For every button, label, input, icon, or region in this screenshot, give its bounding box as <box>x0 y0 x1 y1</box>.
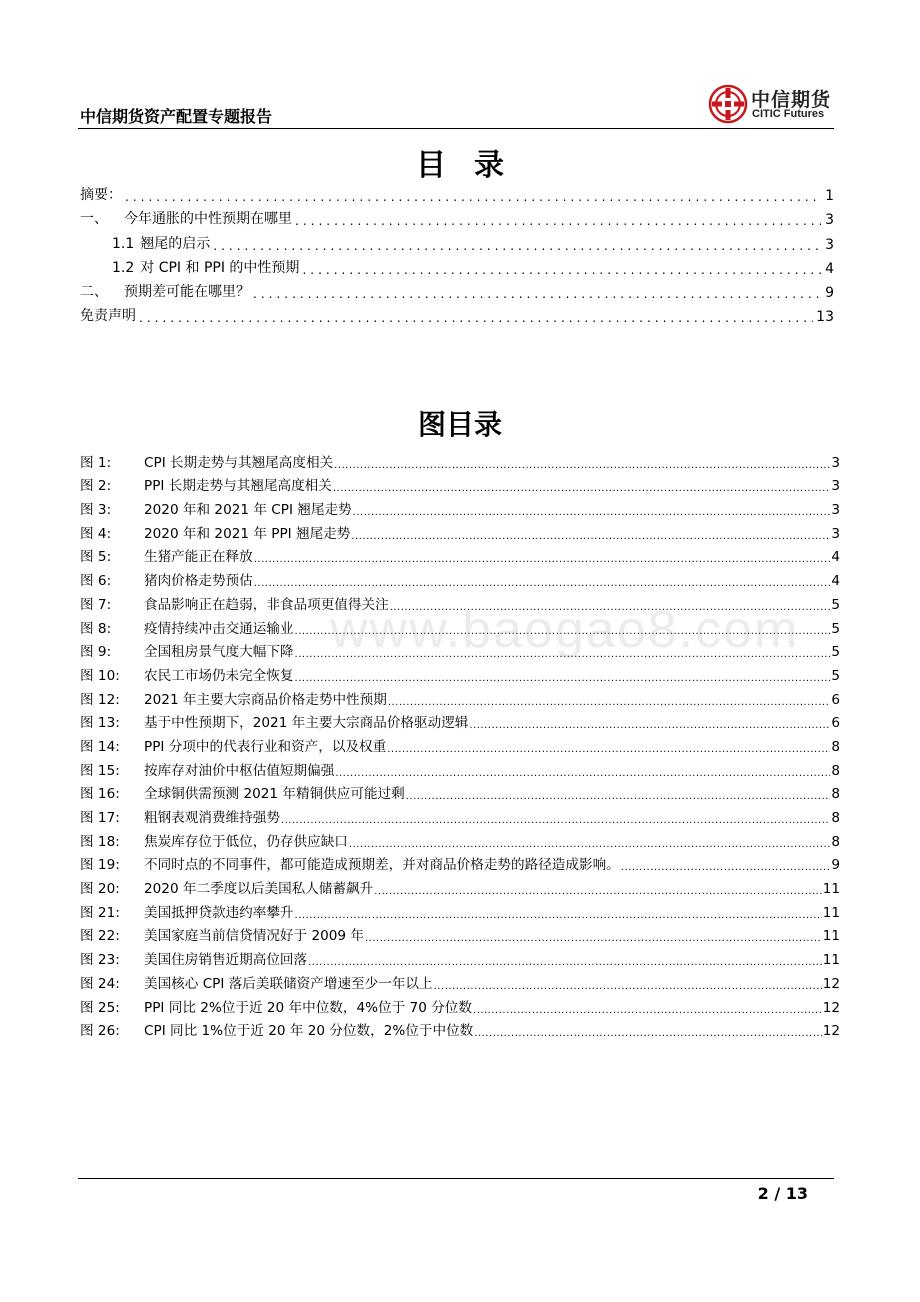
dot-leader <box>281 815 830 826</box>
figure-number: 图 7: <box>80 596 112 613</box>
figure-title: 焦炭库存位于低位，仍存供应缺口 <box>144 833 348 850</box>
toc-heading: 目录 <box>416 148 532 183</box>
dot-leader <box>139 311 813 325</box>
toc-entry-page: 1 <box>825 188 834 205</box>
figure-title: 2020 年二季度以后美国私人储蓄飙升 <box>144 881 374 898</box>
dot-leader <box>125 190 821 204</box>
figure-list <box>80 447 840 1039</box>
figure-entry[interactable] <box>80 1016 840 1040</box>
logo-chinese-text: 中信期货 <box>751 89 832 111</box>
toc-entry-number: 1.1 <box>112 235 135 252</box>
figure-number: 图 2: <box>80 478 112 495</box>
figure-title: 猪肉价格走势预估 <box>144 573 253 590</box>
figure-list-heading: 图目录 <box>417 408 502 441</box>
dot-leader <box>349 839 830 850</box>
figure-number: 图 4: <box>80 525 112 542</box>
dot-leader <box>295 673 831 684</box>
figure-number: 图 24: <box>80 975 120 992</box>
figure-number: 图 13: <box>80 715 120 732</box>
toc-entry[interactable] <box>80 253 834 277</box>
figure-title: 美国家庭当前信贷情况好于 2009 年 <box>144 928 364 945</box>
dot-leader <box>434 981 822 992</box>
figure-number: 图 16: <box>80 786 120 803</box>
figure-entry[interactable] <box>80 708 840 732</box>
toc-entry-label: 对 CPI 和 PPI 的中性预期 <box>140 259 300 276</box>
dot-leader <box>308 957 822 968</box>
toc-entry[interactable] <box>80 228 834 252</box>
figure-entry[interactable] <box>80 873 840 897</box>
figure-entry[interactable] <box>80 968 840 992</box>
dot-leader <box>254 554 831 565</box>
toc-entry-number: 一、 <box>80 211 108 228</box>
figure-title: 生猪产能正在释放 <box>144 549 253 566</box>
figure-number: 图 1: <box>80 454 112 471</box>
figure-number: 图 5: <box>80 549 112 566</box>
figure-page: 5 <box>831 620 840 637</box>
figure-title: PPI 分项中的代表行业和资产，以及权重 <box>144 738 387 755</box>
toc-entry[interactable] <box>80 277 834 301</box>
dot-leader <box>621 862 831 873</box>
toc-entry-label: 预期差可能在哪里？ <box>124 283 250 300</box>
figure-title: 美国抵押贷款违约率攀升 <box>144 904 294 921</box>
figure-title: 不同时点的不同事件，都可能造成预期差，并对商品价格走势的路径造成影响。 <box>144 857 620 874</box>
figure-page: 8 <box>831 786 840 803</box>
figure-title: 农民工市场仍未完全恢复 <box>144 667 294 684</box>
dot-leader <box>388 697 831 708</box>
dot-leader <box>213 239 821 253</box>
figure-entry[interactable] <box>80 779 840 803</box>
logo-english-text: CITIC Futures <box>752 108 825 120</box>
figure-number: 图 18: <box>80 833 120 850</box>
figure-title: 粗钢表观消费维持强势 <box>144 810 280 826</box>
toc-entry-page: 9 <box>825 284 834 301</box>
figure-page: 11 <box>822 928 840 945</box>
figure-page: 3 <box>831 478 840 495</box>
figure-title: 美国住房销售近期高位回落 <box>144 952 308 969</box>
figure-entry[interactable] <box>80 944 840 968</box>
figure-number: 图 15: <box>80 762 120 779</box>
figure-entry[interactable] <box>80 660 840 684</box>
citic-futures-logo <box>708 84 836 124</box>
dot-leader <box>334 460 830 471</box>
figure-number: 图 12: <box>80 691 120 708</box>
dot-leader <box>365 933 822 944</box>
footer-divider <box>78 1178 834 1179</box>
figure-number: 图 14: <box>80 738 120 755</box>
toc-entry-label: 摘要： <box>80 187 122 204</box>
toc-entry-page: 3 <box>825 212 834 229</box>
figure-number: 图 21: <box>80 904 120 921</box>
figure-page: 5 <box>831 667 840 684</box>
figure-page: 11 <box>822 952 840 969</box>
figure-title: 食品影响正在趋弱，非食品项更值得关注 <box>144 596 389 613</box>
figure-number: 图 8: <box>80 620 112 637</box>
dot-leader <box>351 531 830 542</box>
figure-page: 9 <box>831 857 840 874</box>
toc-entry-page: 13 <box>816 309 834 326</box>
dot-leader <box>335 768 830 779</box>
figure-entry[interactable] <box>80 755 840 779</box>
figure-entry[interactable] <box>80 447 840 471</box>
toc-entry[interactable] <box>80 301 834 325</box>
toc-entry-page: 4 <box>825 260 834 277</box>
dot-leader <box>353 507 831 518</box>
figure-number: 图 3: <box>80 502 112 519</box>
figure-page: 12 <box>822 999 840 1016</box>
figure-title: 美国核心 CPI 落后美联储资产增速至少一年以上 <box>144 975 433 992</box>
figure-entry[interactable] <box>80 921 840 945</box>
dot-leader <box>374 886 821 897</box>
figure-number: 图 10: <box>80 667 120 684</box>
figure-page: 8 <box>831 833 840 850</box>
figure-entry[interactable] <box>80 494 840 518</box>
figure-number: 图 19: <box>80 857 120 874</box>
figure-title: 2020 年和 2021 年 PPI 翘尾走势 <box>144 525 351 542</box>
figure-entry[interactable] <box>80 826 840 850</box>
figure-page: 5 <box>831 644 840 661</box>
toc-entry-number: 1.2 <box>112 259 135 276</box>
figure-entry[interactable] <box>80 684 840 708</box>
figure-page: 11 <box>822 904 840 921</box>
figure-page: 12 <box>822 1023 840 1040</box>
figure-entry[interactable] <box>80 518 840 542</box>
toc-entry-label: 免责声明 <box>80 308 136 325</box>
header-divider <box>78 128 834 129</box>
figure-number: 图 17: <box>80 810 120 826</box>
figure-number: 图 26: <box>80 1023 120 1040</box>
dot-leader <box>473 1005 822 1016</box>
figure-entry[interactable] <box>80 471 840 495</box>
figure-title: PPI 长期走势与其翘尾高度相关 <box>144 478 332 495</box>
dot-leader <box>295 214 821 228</box>
figure-title: 2021 年主要大宗商品价格走势中性预期 <box>144 691 387 708</box>
figure-number: 图 6: <box>80 573 112 590</box>
figure-page: 5 <box>831 596 840 613</box>
figure-entry[interactable] <box>80 802 840 826</box>
figure-entry[interactable] <box>80 565 840 589</box>
figure-entry[interactable] <box>80 731 840 755</box>
toc-entry-label: 今年通胀的中性预期在哪里 <box>124 211 292 228</box>
figure-page: 3 <box>831 502 840 519</box>
figure-number: 图 23: <box>80 952 120 969</box>
figure-entry[interactable] <box>80 850 840 874</box>
figure-title: CPI 长期走势与其翘尾高度相关 <box>144 454 334 471</box>
figure-entry[interactable] <box>80 542 840 566</box>
dot-leader <box>474 1028 821 1039</box>
figure-title: 按库存对油价中枢估值短期偏强 <box>144 762 335 779</box>
dot-leader <box>469 720 830 731</box>
dot-leader <box>253 287 821 301</box>
figure-page: 12 <box>822 975 840 992</box>
toc-entry-label: 翘尾的启示 <box>140 235 211 252</box>
figure-title: 疫情持续冲击交通运输业 <box>144 620 294 637</box>
figure-title: CPI 同比 1%位于近 20 年 20 分位数，2%位于中位数 <box>144 1023 474 1040</box>
figure-title: 全国租房景气度大幅下降 <box>144 644 294 661</box>
figure-title: 2020 年和 2021 年 CPI 翘尾走势 <box>144 502 352 519</box>
figure-title: 全球铜供需预测 2021 年精铜供应可能过剩 <box>144 786 405 803</box>
dot-leader <box>254 578 831 589</box>
toc-entry-number: 二、 <box>80 283 108 300</box>
toc-entry[interactable] <box>80 180 834 204</box>
table-of-contents <box>80 180 834 325</box>
figure-page: 4 <box>831 573 840 590</box>
dot-leader <box>333 483 830 494</box>
toc-entry[interactable] <box>80 204 834 228</box>
figure-number: 图 20: <box>80 881 120 898</box>
figure-title: 基于中性预期下，2021 年主要大宗商品价格驱动逻辑 <box>144 715 469 732</box>
report-series-title: 中信期货资产配置专题报告 <box>80 107 273 126</box>
watermark: www.baogao8.com <box>330 601 800 659</box>
figure-page: 8 <box>831 762 840 779</box>
toc-entry-page: 3 <box>825 236 834 253</box>
figure-number: 图 25: <box>80 999 120 1016</box>
figure-page: 8 <box>831 738 840 755</box>
citic-logo-icon <box>708 84 748 124</box>
figure-title: PPI 同比 2%位于近 20 年中位数，4%位于 70 分位数 <box>144 999 472 1016</box>
figure-number: 图 22: <box>80 928 120 945</box>
figure-page: 8 <box>831 810 840 826</box>
figure-page: 4 <box>831 549 840 566</box>
dot-leader <box>295 910 822 921</box>
figure-page: 3 <box>831 525 840 542</box>
figure-page: 11 <box>822 881 840 898</box>
dot-leader <box>387 744 830 755</box>
page-indicator: 2 / 13 <box>757 1184 808 1203</box>
figure-page: 6 <box>831 691 840 708</box>
figure-entry[interactable] <box>80 992 840 1016</box>
figure-page: 6 <box>831 715 840 732</box>
dot-leader <box>406 791 831 802</box>
figure-number: 图 9: <box>80 644 112 661</box>
figure-page: 3 <box>831 454 840 471</box>
dot-leader <box>302 263 821 277</box>
figure-entry[interactable] <box>80 897 840 921</box>
